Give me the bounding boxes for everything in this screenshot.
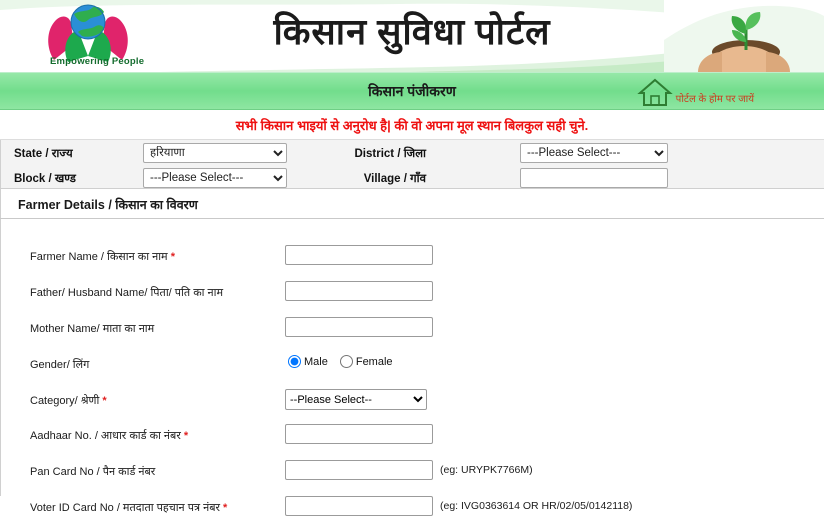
- pan-card-hint: (eg: URYPK7766M): [440, 464, 533, 476]
- father-husband-name-input[interactable]: [285, 281, 433, 301]
- farmer-name-label: Farmer Name / किसान का नाम *: [30, 251, 175, 263]
- home-icon[interactable]: [637, 76, 673, 108]
- home-link-label[interactable]: पोर्टल के होम पर जायें: [675, 94, 754, 105]
- registration-title: किसान पंजीकरण: [368, 83, 456, 99]
- state-label: State / राज्य: [14, 148, 73, 160]
- farmer-details-form: [0, 219, 824, 514]
- gender-female-label: Female: [355, 355, 393, 368]
- district-select[interactable]: [520, 143, 668, 163]
- site-banner: [0, 0, 824, 72]
- panel-left-border: [0, 140, 1, 188]
- voter-id-label: Voter ID Card No / मतदाता पहचान पत्र नंबर *: [30, 502, 228, 514]
- village-input[interactable]: [520, 168, 668, 188]
- logo-caption: Empowering People: [50, 56, 145, 67]
- gender-radio-male[interactable]: [288, 355, 301, 368]
- form-left-border: [0, 219, 1, 496]
- pan-card-input[interactable]: [285, 460, 433, 480]
- gender-radio-group[interactable]: [288, 355, 393, 368]
- aadhaar-input[interactable]: [285, 424, 433, 444]
- gender-radio-female[interactable]: [340, 355, 353, 368]
- gender-option-female[interactable]: [340, 355, 393, 368]
- category-select[interactable]: [285, 389, 427, 410]
- aadhaar-label: Aadhaar No. / आधार कार्ड का नंबर *: [30, 430, 189, 442]
- pan-card-label: Pan Card No / पैन कार्ड नंबर: [30, 466, 156, 478]
- category-label: Category/ श्रेणी *: [30, 395, 107, 407]
- village-label: Village / गाँव: [363, 173, 426, 185]
- voter-id-hint: (eg: IVG0363614 OR HR/02/05/0142118): [440, 500, 633, 512]
- home-link[interactable]: [637, 76, 754, 108]
- state-select[interactable]: [143, 143, 287, 163]
- sapling-hands-image: [664, 0, 824, 72]
- mother-name-input[interactable]: [285, 317, 433, 337]
- location-panel: [0, 139, 824, 189]
- page-title: किसान सुविधा पोर्टल: [273, 12, 551, 52]
- block-select[interactable]: [143, 168, 287, 188]
- block-label: Block / खण्ड: [14, 173, 76, 185]
- required-marker: *: [102, 395, 107, 407]
- registration-bar: [0, 72, 824, 110]
- gender-option-male[interactable]: [288, 355, 328, 368]
- voter-id-input[interactable]: [285, 496, 433, 516]
- required-marker: *: [170, 251, 175, 263]
- farmer-details-title: Farmer Details / किसान का विवरण: [18, 198, 198, 212]
- farmer-details-header: [0, 189, 824, 219]
- gender-male-label: Male: [304, 355, 328, 368]
- mother-name-label: Mother Name/ माता का नाम: [30, 323, 155, 335]
- father-husband-name-label: Father/ Husband Name/ पिता/ पति का नाम: [30, 287, 224, 299]
- district-label: District / जिला: [354, 148, 426, 160]
- notice-text: सभी किसान भाइयों से अनुरोध है| की वो अपना मूल स्थान बिलकुल सही चुने.: [0, 110, 824, 139]
- gender-label: Gender/ लिंग: [30, 359, 90, 371]
- required-marker: *: [183, 430, 189, 442]
- required-marker: *: [223, 502, 228, 514]
- section-left-border: [0, 189, 1, 218]
- farmer-name-input[interactable]: [285, 245, 433, 265]
